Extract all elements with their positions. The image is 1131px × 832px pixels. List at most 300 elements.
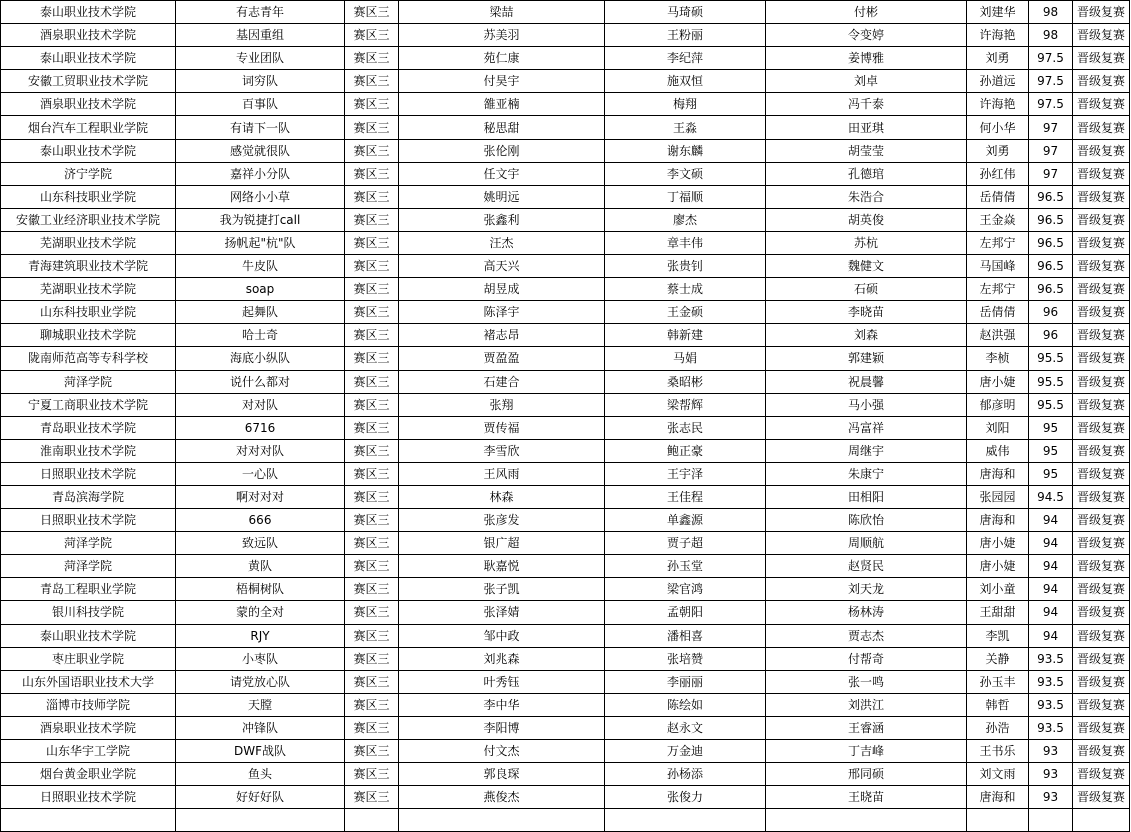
advisor-cell: 唐小婕 — [967, 555, 1029, 578]
school-cell: 淮南职业技术学院 — [1, 439, 176, 462]
school-cell: 青岛职业技术学院 — [1, 416, 176, 439]
school-cell: 日照职业技术学院 — [1, 509, 176, 532]
team-name-cell: RJY — [176, 624, 345, 647]
member-2-cell: 张俊力 — [605, 786, 766, 809]
member-2-cell: 韩新建 — [605, 324, 766, 347]
member-3-cell: 胡莹莹 — [766, 139, 967, 162]
school-cell: 烟台黄金职业学院 — [1, 763, 176, 786]
team-name-cell: 有请下一队 — [176, 116, 345, 139]
school-cell: 山东外国语职业技术大学 — [1, 670, 176, 693]
division-cell: 赛区三 — [345, 370, 399, 393]
member-2-cell: 孟朝阳 — [605, 601, 766, 624]
advisor-cell: 张园园 — [967, 485, 1029, 508]
member-1-cell: 苏美羽 — [399, 24, 605, 47]
division-cell: 赛区三 — [345, 509, 399, 532]
team-name-cell — [176, 809, 345, 832]
member-1-cell: 张翔 — [399, 393, 605, 416]
member-2-cell: 马琦硕 — [605, 1, 766, 24]
division-cell: 赛区三 — [345, 693, 399, 716]
member-2-cell: 赵永文 — [605, 716, 766, 739]
advisor-cell: 孙浩 — [967, 716, 1029, 739]
member-2-cell: 廖杰 — [605, 208, 766, 231]
result-cell: 晋级复赛 — [1073, 324, 1130, 347]
member-1-cell: 李阳博 — [399, 716, 605, 739]
result-cell: 晋级复赛 — [1073, 93, 1130, 116]
member-3-cell: 苏杭 — [766, 231, 967, 254]
advisor-cell: 孙道远 — [967, 70, 1029, 93]
member-3-cell: 郭建颖 — [766, 347, 967, 370]
result-cell: 晋级复赛 — [1073, 162, 1130, 185]
school-cell: 泰山职业技术学院 — [1, 624, 176, 647]
team-name-cell: 鱼头 — [176, 763, 345, 786]
score-cell: 98 — [1029, 24, 1073, 47]
school-cell: 青岛工程职业学院 — [1, 578, 176, 601]
school-cell: 菏泽学院 — [1, 532, 176, 555]
member-3-cell: 祝晨馨 — [766, 370, 967, 393]
result-cell: 晋级复赛 — [1073, 255, 1130, 278]
table-row — [1, 255, 1130, 278]
team-name-cell: 冲锋队 — [176, 716, 345, 739]
table-row — [1, 809, 1130, 832]
result-cell: 晋级复赛 — [1073, 578, 1130, 601]
division-cell: 赛区三 — [345, 162, 399, 185]
table-row — [1, 624, 1130, 647]
member-2-cell: 陈绘如 — [605, 693, 766, 716]
member-3-cell: 朱康宁 — [766, 462, 967, 485]
table-row — [1, 324, 1130, 347]
member-3-cell: 邢同硕 — [766, 763, 967, 786]
table-row — [1, 231, 1130, 254]
school-cell: 烟台汽车工程职业学院 — [1, 116, 176, 139]
member-3-cell: 丁吉峰 — [766, 740, 967, 763]
division-cell: 赛区三 — [345, 347, 399, 370]
score-cell: 93.5 — [1029, 670, 1073, 693]
advisor-cell: 郁彦明 — [967, 393, 1029, 416]
advisor-cell: 何小华 — [967, 116, 1029, 139]
member-1-cell: 汪杰 — [399, 231, 605, 254]
score-cell: 95.5 — [1029, 393, 1073, 416]
result-cell: 晋级复赛 — [1073, 116, 1130, 139]
member-2-cell: 孙杨添 — [605, 763, 766, 786]
member-3-cell: 刘卓 — [766, 70, 967, 93]
division-cell: 赛区三 — [345, 555, 399, 578]
advisor-cell: 李凯 — [967, 624, 1029, 647]
table-row — [1, 532, 1130, 555]
member-3-cell: 周顺航 — [766, 532, 967, 555]
member-1-cell: 燕俊杰 — [399, 786, 605, 809]
team-name-cell: 致远队 — [176, 532, 345, 555]
division-cell: 赛区三 — [345, 532, 399, 555]
division-cell: 赛区三 — [345, 763, 399, 786]
advisor-cell: 唐小婕 — [967, 370, 1029, 393]
score-cell: 94.5 — [1029, 485, 1073, 508]
advisor-cell: 唐海和 — [967, 786, 1029, 809]
team-name-cell: 666 — [176, 509, 345, 532]
advisor-cell: 岳倩倩 — [967, 301, 1029, 324]
team-name-cell: 一心队 — [176, 462, 345, 485]
division-cell — [345, 809, 399, 832]
member-1-cell: 郭良琛 — [399, 763, 605, 786]
team-name-cell: 我为锐捷打call — [176, 208, 345, 231]
member-1-cell: 李中华 — [399, 693, 605, 716]
member-2-cell: 张志民 — [605, 416, 766, 439]
member-2-cell: 张培赞 — [605, 647, 766, 670]
member-2-cell: 桑昭彬 — [605, 370, 766, 393]
school-cell: 宁夏工商职业技术学院 — [1, 393, 176, 416]
school-cell: 淄博市技师学院 — [1, 693, 176, 716]
member-1-cell: 张子凯 — [399, 578, 605, 601]
result-cell: 晋级复赛 — [1073, 647, 1130, 670]
school-cell: 日照职业技术学院 — [1, 462, 176, 485]
school-cell: 山东华宇工学院 — [1, 740, 176, 763]
team-name-cell: 小枣队 — [176, 647, 345, 670]
member-1-cell: 叶秀钰 — [399, 670, 605, 693]
division-cell: 赛区三 — [345, 578, 399, 601]
school-cell: 泰山职业技术学院 — [1, 139, 176, 162]
advisor-cell: 唐海和 — [967, 462, 1029, 485]
school-cell — [1, 809, 176, 832]
member-3-cell: 田亚琪 — [766, 116, 967, 139]
advisor-cell: 左邦宁 — [967, 231, 1029, 254]
table-row — [1, 670, 1130, 693]
table-row — [1, 485, 1130, 508]
member-2-cell: 潘相喜 — [605, 624, 766, 647]
member-3-cell: 姜博雅 — [766, 47, 967, 70]
score-cell: 97.5 — [1029, 93, 1073, 116]
table-row — [1, 578, 1130, 601]
division-cell: 赛区三 — [345, 301, 399, 324]
member-1-cell: 付昊宇 — [399, 70, 605, 93]
table-row — [1, 439, 1130, 462]
team-name-cell: 百事队 — [176, 93, 345, 116]
member-1-cell: 张彦发 — [399, 509, 605, 532]
score-cell: 96 — [1029, 324, 1073, 347]
member-1-cell: 张泽婧 — [399, 601, 605, 624]
score-cell: 93 — [1029, 763, 1073, 786]
team-name-cell: 对对对队 — [176, 439, 345, 462]
table-row — [1, 70, 1130, 93]
school-cell: 芜湖职业技术学院 — [1, 231, 176, 254]
member-1-cell: 褚志昂 — [399, 324, 605, 347]
member-3-cell: 刘洪江 — [766, 693, 967, 716]
member-3-cell: 刘森 — [766, 324, 967, 347]
division-cell: 赛区三 — [345, 786, 399, 809]
member-2-cell: 王佳程 — [605, 485, 766, 508]
member-1-cell: 高天兴 — [399, 255, 605, 278]
score-cell: 97 — [1029, 162, 1073, 185]
result-cell: 晋级复赛 — [1073, 763, 1130, 786]
member-2-cell: 李纪萍 — [605, 47, 766, 70]
score-cell: 94 — [1029, 624, 1073, 647]
score-cell — [1029, 809, 1073, 832]
score-cell: 96.5 — [1029, 278, 1073, 301]
score-cell: 96 — [1029, 301, 1073, 324]
score-cell: 97.5 — [1029, 70, 1073, 93]
member-2-cell: 王粉丽 — [605, 24, 766, 47]
school-cell: 菏泽学院 — [1, 370, 176, 393]
member-1-cell: 雒亚楠 — [399, 93, 605, 116]
division-cell: 赛区三 — [345, 624, 399, 647]
score-cell: 93.5 — [1029, 647, 1073, 670]
advisor-cell: 威伟 — [967, 439, 1029, 462]
school-cell: 酒泉职业技术学院 — [1, 24, 176, 47]
score-cell: 93.5 — [1029, 716, 1073, 739]
division-cell: 赛区三 — [345, 393, 399, 416]
member-3-cell: 张一鸣 — [766, 670, 967, 693]
advisor-cell: 王书乐 — [967, 740, 1029, 763]
school-cell: 芜湖职业技术学院 — [1, 278, 176, 301]
advisor-cell: 刘文雨 — [967, 763, 1029, 786]
member-3-cell: 马小强 — [766, 393, 967, 416]
result-cell: 晋级复赛 — [1073, 693, 1130, 716]
score-cell: 97 — [1029, 116, 1073, 139]
score-cell: 93 — [1029, 740, 1073, 763]
member-2-cell: 施双恒 — [605, 70, 766, 93]
school-cell: 泰山职业技术学院 — [1, 1, 176, 24]
member-1-cell: 李雪欣 — [399, 439, 605, 462]
advisor-cell: 李桢 — [967, 347, 1029, 370]
member-2-cell: 梁官鸿 — [605, 578, 766, 601]
member-1-cell: 任文宇 — [399, 162, 605, 185]
score-cell: 96.5 — [1029, 255, 1073, 278]
team-name-cell: 说什么都对 — [176, 370, 345, 393]
team-name-cell: 对对队 — [176, 393, 345, 416]
team-name-cell: 基因重组 — [176, 24, 345, 47]
member-1-cell: 邹中政 — [399, 624, 605, 647]
table-row — [1, 509, 1130, 532]
member-2-cell: 马娟 — [605, 347, 766, 370]
member-2-cell: 鲍正豪 — [605, 439, 766, 462]
member-1-cell: 银广超 — [399, 532, 605, 555]
division-cell: 赛区三 — [345, 670, 399, 693]
member-3-cell: 付彬 — [766, 1, 967, 24]
result-cell: 晋级复赛 — [1073, 370, 1130, 393]
team-name-cell: 蒙的全对 — [176, 601, 345, 624]
member-3-cell: 令变婷 — [766, 24, 967, 47]
result-cell: 晋级复赛 — [1073, 416, 1130, 439]
member-3-cell: 周继宇 — [766, 439, 967, 462]
member-1-cell: 张鑫利 — [399, 208, 605, 231]
table-row — [1, 208, 1130, 231]
table-row — [1, 740, 1130, 763]
member-3-cell — [766, 809, 967, 832]
school-cell: 安徽工业经济职业技术学院 — [1, 208, 176, 231]
advisor-cell: 刘小童 — [967, 578, 1029, 601]
advisor-cell: 许海艳 — [967, 93, 1029, 116]
table-row — [1, 116, 1130, 139]
school-cell: 青海建筑职业技术学院 — [1, 255, 176, 278]
school-cell: 日照职业技术学院 — [1, 786, 176, 809]
member-2-cell — [605, 809, 766, 832]
result-cell: 晋级复赛 — [1073, 555, 1130, 578]
member-3-cell: 朱浩合 — [766, 185, 967, 208]
advisor-cell: 刘勇 — [967, 47, 1029, 70]
division-cell: 赛区三 — [345, 116, 399, 139]
team-name-cell: 嘉祥小分队 — [176, 162, 345, 185]
member-2-cell: 王淼 — [605, 116, 766, 139]
team-name-cell: 有志青年 — [176, 1, 345, 24]
member-2-cell: 李丽丽 — [605, 670, 766, 693]
table-row — [1, 693, 1130, 716]
school-cell: 青岛滨海学院 — [1, 485, 176, 508]
table-row — [1, 462, 1130, 485]
team-name-cell: DWF战队 — [176, 740, 345, 763]
table-row — [1, 139, 1130, 162]
division-cell: 赛区三 — [345, 462, 399, 485]
score-cell: 94 — [1029, 578, 1073, 601]
team-name-cell: 感觉就很队 — [176, 139, 345, 162]
table-row — [1, 347, 1130, 370]
member-3-cell: 田相阳 — [766, 485, 967, 508]
member-2-cell: 梅翔 — [605, 93, 766, 116]
score-cell: 96.5 — [1029, 185, 1073, 208]
school-cell: 菏泽学院 — [1, 555, 176, 578]
school-cell: 山东科技职业学院 — [1, 185, 176, 208]
member-3-cell: 李晓苗 — [766, 301, 967, 324]
member-2-cell: 蔡士成 — [605, 278, 766, 301]
team-name-cell: 牛皮队 — [176, 255, 345, 278]
team-name-cell: 天膛 — [176, 693, 345, 716]
advisor-cell — [967, 809, 1029, 832]
school-cell: 安徽工贸职业技术学院 — [1, 70, 176, 93]
table-row — [1, 393, 1130, 416]
member-1-cell: 耿嘉悦 — [399, 555, 605, 578]
member-2-cell: 章丰伟 — [605, 231, 766, 254]
member-1-cell: 林森 — [399, 485, 605, 508]
table-row — [1, 278, 1130, 301]
score-cell: 95 — [1029, 439, 1073, 462]
score-cell: 95.5 — [1029, 370, 1073, 393]
division-cell: 赛区三 — [345, 24, 399, 47]
member-2-cell: 张贵钊 — [605, 255, 766, 278]
result-cell: 晋级复赛 — [1073, 24, 1130, 47]
team-name-cell: 扬帆起"杭"队 — [176, 231, 345, 254]
member-3-cell: 石硕 — [766, 278, 967, 301]
result-cell: 晋级复赛 — [1073, 139, 1130, 162]
result-cell: 晋级复赛 — [1073, 185, 1130, 208]
result-cell: 晋级复赛 — [1073, 601, 1130, 624]
table-row — [1, 416, 1130, 439]
result-cell: 晋级复赛 — [1073, 740, 1130, 763]
division-cell: 赛区三 — [345, 185, 399, 208]
advisor-cell: 关静 — [967, 647, 1029, 670]
table-row — [1, 786, 1130, 809]
table-row — [1, 24, 1130, 47]
member-2-cell: 万金迪 — [605, 740, 766, 763]
member-3-cell: 冯千泰 — [766, 93, 967, 116]
member-2-cell: 丁福顺 — [605, 185, 766, 208]
score-cell: 93.5 — [1029, 693, 1073, 716]
table-row — [1, 185, 1130, 208]
advisor-cell: 王甜甜 — [967, 601, 1029, 624]
member-1-cell: 付文杰 — [399, 740, 605, 763]
team-name-cell: 梧桐树队 — [176, 578, 345, 601]
division-cell: 赛区三 — [345, 647, 399, 670]
team-name-cell: 哈士奇 — [176, 324, 345, 347]
member-3-cell: 赵贤民 — [766, 555, 967, 578]
team-name-cell: 好好好队 — [176, 786, 345, 809]
school-cell: 枣庄职业学院 — [1, 647, 176, 670]
school-cell: 酒泉职业技术学院 — [1, 93, 176, 116]
result-cell: 晋级复赛 — [1073, 462, 1130, 485]
member-1-cell: 胡昱成 — [399, 278, 605, 301]
result-cell: 晋级复赛 — [1073, 347, 1130, 370]
advisor-cell: 唐小婕 — [967, 532, 1029, 555]
table-row — [1, 1, 1130, 24]
score-cell: 97.5 — [1029, 47, 1073, 70]
member-3-cell: 付帮奇 — [766, 647, 967, 670]
score-cell: 96.5 — [1029, 208, 1073, 231]
member-3-cell: 王晓苗 — [766, 786, 967, 809]
team-name-cell: 起舞队 — [176, 301, 345, 324]
division-cell: 赛区三 — [345, 601, 399, 624]
results-table-body — [1, 1, 1130, 832]
result-cell: 晋级复赛 — [1073, 624, 1130, 647]
school-cell: 银川科技学院 — [1, 601, 176, 624]
result-cell: 晋级复赛 — [1073, 670, 1130, 693]
school-cell: 济宁学院 — [1, 162, 176, 185]
member-1-cell: 秘思甜 — [399, 116, 605, 139]
member-2-cell: 王金硕 — [605, 301, 766, 324]
advisor-cell: 马国峰 — [967, 255, 1029, 278]
school-cell: 酒泉职业技术学院 — [1, 716, 176, 739]
advisor-cell: 孙红伟 — [967, 162, 1029, 185]
score-cell: 93 — [1029, 786, 1073, 809]
member-1-cell: 贾传福 — [399, 416, 605, 439]
score-cell: 94 — [1029, 555, 1073, 578]
member-3-cell: 胡英俊 — [766, 208, 967, 231]
table-row — [1, 647, 1130, 670]
member-1-cell: 贾盈盈 — [399, 347, 605, 370]
result-cell: 晋级复赛 — [1073, 1, 1130, 24]
advisor-cell: 左邦宁 — [967, 278, 1029, 301]
team-name-cell: 网络小小草 — [176, 185, 345, 208]
member-3-cell: 王睿涵 — [766, 716, 967, 739]
school-cell: 山东科技职业学院 — [1, 301, 176, 324]
advisor-cell: 许海艳 — [967, 24, 1029, 47]
table-row — [1, 601, 1130, 624]
member-2-cell: 孙玉堂 — [605, 555, 766, 578]
score-cell: 95.5 — [1029, 347, 1073, 370]
school-cell: 泰山职业技术学院 — [1, 47, 176, 70]
table-row — [1, 47, 1130, 70]
division-cell: 赛区三 — [345, 70, 399, 93]
result-cell: 晋级复赛 — [1073, 716, 1130, 739]
result-cell: 晋级复赛 — [1073, 393, 1130, 416]
member-3-cell: 贾志杰 — [766, 624, 967, 647]
advisor-cell: 孙玉丰 — [967, 670, 1029, 693]
division-cell: 赛区三 — [345, 139, 399, 162]
result-cell: 晋级复赛 — [1073, 509, 1130, 532]
advisor-cell: 刘勇 — [967, 139, 1029, 162]
team-name-cell: 黄队 — [176, 555, 345, 578]
member-3-cell: 杨林涛 — [766, 601, 967, 624]
division-cell: 赛区三 — [345, 324, 399, 347]
member-3-cell: 冯富祥 — [766, 416, 967, 439]
team-name-cell: 专业团队 — [176, 47, 345, 70]
result-cell: 晋级复赛 — [1073, 301, 1130, 324]
table-row — [1, 301, 1130, 324]
division-cell: 赛区三 — [345, 208, 399, 231]
team-name-cell: 请党放心队 — [176, 670, 345, 693]
member-3-cell: 陈欣怡 — [766, 509, 967, 532]
table-row — [1, 716, 1130, 739]
advisor-cell: 岳倩倩 — [967, 185, 1029, 208]
team-name-cell: 啊对对对 — [176, 485, 345, 508]
result-cell: 晋级复赛 — [1073, 786, 1130, 809]
advisor-cell: 刘阳 — [967, 416, 1029, 439]
division-cell: 赛区三 — [345, 439, 399, 462]
